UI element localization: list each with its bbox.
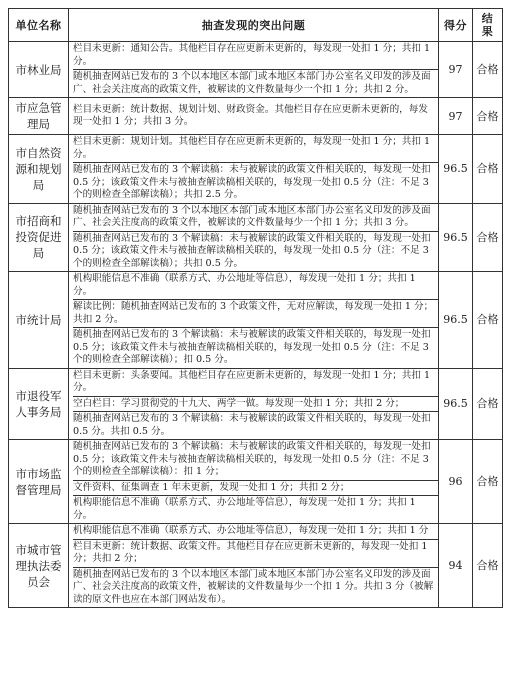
issue-line: 栏目未更新：头条要闻。其他栏目存在应更新未更新的，每发现一处扣 1 分；共扣 1 分。 xyxy=(73,369,438,397)
unit-name: 市自然资源和规划局 xyxy=(9,135,69,204)
result-value: 合格 xyxy=(473,368,503,440)
table-row xyxy=(9,98,503,135)
issues-cell xyxy=(69,203,439,272)
issues-cell xyxy=(69,440,439,524)
issues-cell xyxy=(69,98,439,135)
issue-line: 机构职能信息不准确（联系方式、办公地址等信息），每发现一处扣 1 分；共扣 1 分 xyxy=(73,524,438,540)
score-value: 97 xyxy=(439,42,473,98)
score-value: 96 xyxy=(439,440,473,524)
score-value: 96.5 xyxy=(439,135,473,204)
table-row xyxy=(9,272,503,369)
header-result-line2: 果 xyxy=(481,25,494,38)
score-value: 94 xyxy=(439,524,473,608)
score-value: 96.5 xyxy=(439,203,473,272)
issue-line: 文件资料、征集调查 1 年未更新，发现一处扣 1 分；共扣 2 分； xyxy=(73,481,438,497)
issue-line: 随机抽查网站已发布的 3 个解读稿：未与被解读的政策文件相关联的，每发现一处扣 0.5 分；该政策文件未与被抽查解读稿相关联的，每发现一处扣 0.5 分（注：不足 3 个的则检查全部解读稿）：扣 1 分； xyxy=(73,440,438,481)
unit-name: 市招商和投资促进局 xyxy=(9,203,69,272)
unit-name: 市退役军人事务局 xyxy=(9,368,69,440)
header-unit: 单位名称 xyxy=(9,9,69,42)
issues-cell xyxy=(69,368,439,440)
issue-line: 栏目未更新：通知公告。其他栏目存在应更新未更新的，每发现一处扣 1 分；共扣 1 分。 xyxy=(73,42,438,70)
table-row xyxy=(9,524,503,608)
evaluation-table-page xyxy=(8,8,502,608)
unit-name: 市统计局 xyxy=(9,272,69,369)
issue-line: 随机抽查网站已发布的 3 个解读稿：未与被解读的政策文件相关联的，每发现一处扣 0.5 分；该政策文件未与被抽查解读稿相关联的，每发现一处扣 0.5 分（注：不足 3 个的则检查全部解读稿）；共扣 2.5 分。 xyxy=(73,164,431,200)
issues-cell xyxy=(69,135,439,204)
issue-line: 空白栏目：学习贯彻党的十九大、两学一做。每发现一处扣 1 分；共扣 2 分； xyxy=(73,397,438,413)
issue-line: 栏目未更新：规划计划。其他栏目存在应更新未更新的，每发现一处扣 1 分；共扣 1 分。 xyxy=(73,135,438,163)
issues-cell xyxy=(69,272,439,369)
result-value: 合格 xyxy=(473,98,503,135)
issue-line: 随机抽查网站已发布的 3 个以本地区本部门或本地区本部门办公室名义印发的涉及面广、社会关注度高的政策文件，被解读的文件数量每少一个扣 1 分。共扣 3 分（被解读的原文件也应在本部门网站发布）。 xyxy=(73,568,434,605)
result-value: 合格 xyxy=(473,203,503,272)
table-header-row xyxy=(9,9,503,42)
table-row xyxy=(9,42,503,98)
unit-name: 市林业局 xyxy=(9,42,69,98)
score-value: 97 xyxy=(439,98,473,135)
result-value: 合格 xyxy=(473,524,503,608)
unit-name: 市应急管理局 xyxy=(9,98,69,135)
issue-line: 随机抽查网站已发布的 3 个解读稿：未与被解读的政策文件相关联的，每发现一处扣 0.5 分；该政策文件未与被抽查解读稿相关联的，每发现一处扣 0.5 分（注：不足 3 个的则检查全部解读稿）；共扣 0.5 分。 xyxy=(73,232,431,269)
issues-cell xyxy=(69,524,439,608)
evaluation-table xyxy=(8,8,503,608)
issue-line: 随机抽查网站已发布的 3 个以本地区本部门或本地区本部门办公室名义印发的涉及面广、社会关注度高的政策文件，被解读的文件数量每少一个扣 1 分；共扣 3 分。 xyxy=(73,204,438,232)
issue-line: 机构职能信息不准确（联系方式、办公地址等信息），每发现一处扣 1 分；共扣 1 分。 xyxy=(73,497,416,521)
header-result xyxy=(473,9,503,42)
result-value: 合格 xyxy=(473,42,503,98)
unit-name: 市市场监督管理局 xyxy=(9,440,69,524)
issue-line: 机构职能信息不准确（联系方式、办公地址等信息），每发现一处扣 1 分；共扣 1 分。 xyxy=(73,272,438,300)
table-row xyxy=(9,368,503,440)
header-score: 得分 xyxy=(439,9,473,42)
table-row xyxy=(9,135,503,204)
table-row xyxy=(9,203,503,272)
issue-line: 解读比例：随机抽查网站已发布的 3 个政策文件，无对应解读，每发现一处扣 1 分；共扣 2 分。 xyxy=(73,300,438,328)
result-value: 合格 xyxy=(473,440,503,524)
header-issues: 抽查发现的突出问题 xyxy=(69,9,439,42)
unit-name: 市城市管理执法委员会 xyxy=(9,524,69,608)
header-result-line1: 结 xyxy=(481,12,494,25)
issue-line: 栏目未更新：统计数据、政策文件。其他栏目存在应更新未更新的，每发现一处扣 1 分；共扣 2 分； xyxy=(73,540,438,568)
table-row xyxy=(9,440,503,524)
result-value: 合格 xyxy=(473,272,503,369)
issue-line: 随机抽查网站已发布的 3 个解读稿：未与被解读的政策文件相关联的，每发现一处扣 0.5 分。共扣 0.5 分。 xyxy=(73,413,431,437)
score-value: 96.5 xyxy=(439,368,473,440)
score-value: 96.5 xyxy=(439,272,473,369)
issue-line: 栏目未更新：统计数据、规划计划、财政资金。其他栏目存在应更新未更新的，每发现一处扣 1 分；共扣 3 分。 xyxy=(73,103,428,127)
issues-cell xyxy=(69,42,439,98)
result-value: 合格 xyxy=(473,135,503,204)
issue-line: 随机抽查网站已发布的 3 个解读稿：未与被解读的政策文件相关联的，每发现一处扣 0.5 分；该政策文件未与被抽查解读稿相关联的，每发现一处扣 0.5 分（注：不足 3 个的则检查全部解读稿）；扣 0.5 分。 xyxy=(73,329,431,365)
issue-line: 随机抽查网站已发布的 3 个以本地区本部门或本地区本部门办公室名义印发的涉及面广、社会关注度高的政策文件，被解读的文件数量每少一个扣 1 分；共扣 2 分。 xyxy=(73,71,431,95)
